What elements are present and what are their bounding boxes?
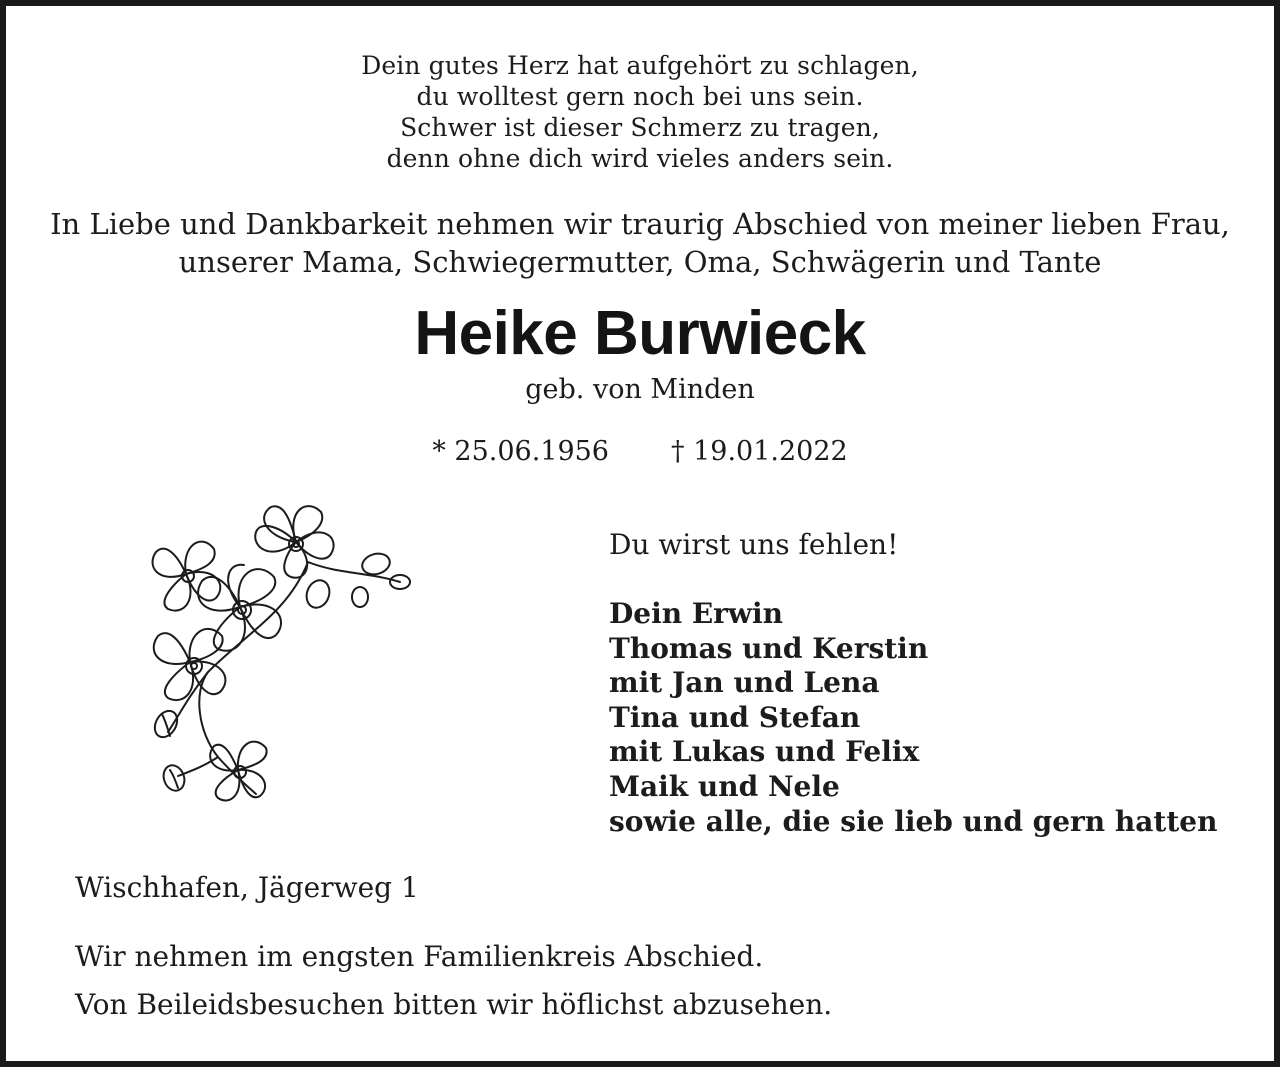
family-member: sowie alle, die sie lieb und gern hatten <box>609 804 1218 838</box>
family-signatures <box>609 596 1249 838</box>
intro-line: unserer Mama, Schwiegermutter, Oma, Schwägerin und Tante <box>178 245 1102 279</box>
family-member: Tina und Stefan <box>609 700 861 734</box>
poem-line: Dein gutes Herz hat aufgehört zu schlagen, <box>361 51 919 80</box>
poem-line: du wolltest gern noch bei uns sein. <box>416 82 864 111</box>
birth-date: * 25.06.1956 <box>432 436 609 467</box>
intro-text <box>6 205 1274 281</box>
family-member: mit Lukas und Felix <box>609 735 920 769</box>
deceased-name: Heike Burwieck <box>414 299 866 368</box>
poem-line: Schwer ist dieser Schmerz zu tragen, <box>400 113 880 142</box>
poem-line: denn ohne dich wird vieles anders sein. <box>386 144 894 173</box>
family-member: mit Jan und Lena <box>609 666 880 700</box>
condolence-notice: Von Beileidsbesuchen bitten wir höflichst abzusehen. <box>75 988 833 1021</box>
intro-line: In Liebe und Dankbarkeit nehmen wir traurig Abschied von meiner lieben Frau, <box>50 207 1230 241</box>
funeral-notice: Wir nehmen im engsten Familienkreis Abschied. <box>75 940 764 973</box>
poem <box>6 50 1274 174</box>
life-dates <box>6 434 1274 470</box>
family-member: Dein Erwin <box>609 597 784 630</box>
maiden-name: geb. von Minden <box>525 374 755 405</box>
family-member: Thomas und Kerstin <box>609 631 929 665</box>
address: Wischhafen, Jägerweg 1 <box>75 871 419 904</box>
farewell-line: Du wirst uns fehlen! <box>609 528 899 561</box>
family-member: Maik und Nele <box>609 769 840 803</box>
orchid-icon <box>138 502 418 812</box>
death-date: † 19.01.2022 <box>671 436 848 467</box>
